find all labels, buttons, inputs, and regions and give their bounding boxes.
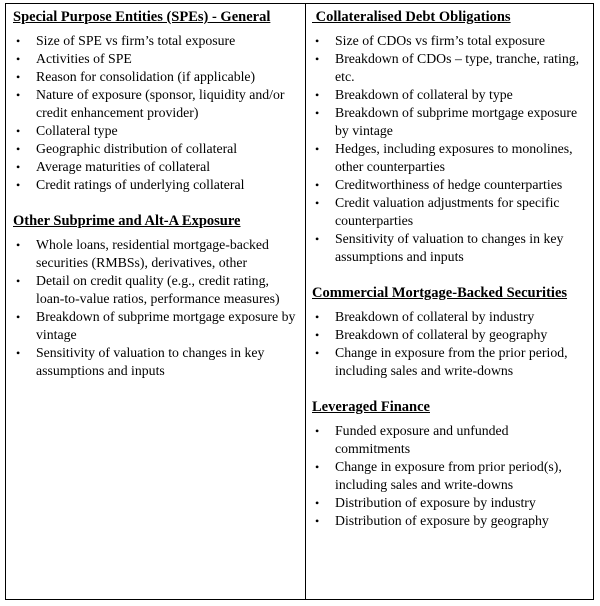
list-item-text: Change in exposure from prior period(s), including sales and write-downs [335,459,562,492]
section-cmbs [312,284,587,380]
section-cdo [312,8,587,266]
list-item-text: Distribution of exposure by industry [335,495,536,510]
list-item [312,140,587,176]
list-item-text: Funded exposure and unfunded commitments [335,423,509,456]
list-item [312,194,587,230]
list-item-text: Change in exposure from the prior period, including sales and write-downs [335,345,568,378]
list-item-text: Geographic distribution of collateral [36,141,238,156]
bullet-icon: • [315,328,320,342]
list-item-text: Collateral type [36,123,118,138]
bullet-icon: • [315,310,320,324]
list-item [13,122,299,140]
section-subprime-alt-a [13,212,299,380]
list-item-text: Reason for consolidation (if applicable) [36,69,256,84]
list-item-text: Breakdown of collateral by industry [335,309,535,324]
list-item [312,326,587,344]
list-item-text: Size of CDOs vs firm’s total exposure [335,33,545,48]
list-item-text: Creditworthiness of hedge counterparties [335,177,563,192]
list-item [13,140,299,158]
left-column [6,4,306,599]
bullet-icon: • [16,142,21,156]
right-column [306,4,593,599]
section-title: Collateralised Debt Obligations [312,9,511,25]
bullet-icon: • [16,124,21,138]
list-item [312,512,587,530]
section-title: Special Purpose Entities (SPEs) - General [13,9,271,25]
list-item [312,176,587,194]
bullet-icon: • [315,142,320,156]
bullet-icon: • [16,34,21,48]
list-item [312,230,587,266]
list-item [13,158,299,176]
bullet-icon: • [315,34,320,48]
list-item [312,458,587,494]
list-item [312,308,587,326]
list-item-text: Breakdown of collateral by type [335,87,513,102]
list-item-text: Activities of SPE [36,51,132,66]
bullet-icon: • [16,238,21,252]
list-item [13,50,299,68]
list-item-text: Breakdown of subprime mortgage exposure by vintage [335,105,578,138]
list-item-text: Hedges, including exposures to monolines, other counterparties [335,141,573,174]
bullet-icon: • [16,346,21,360]
bullet-list [13,32,299,194]
bullet-icon: • [315,178,320,192]
list-item [13,176,299,194]
list-item [13,308,299,344]
list-item [13,272,299,308]
list-item-text: Breakdown of subprime mortgage exposure by vintage [36,309,296,342]
bullet-icon: • [315,232,320,246]
list-item [13,32,299,50]
list-item [13,344,299,380]
bullet-icon: • [315,346,320,360]
list-item [13,86,299,122]
list-item-text: Credit valuation adjustments for specific counterparties [335,195,560,228]
section-title: Commercial Mortgage-Backed Securities [312,285,568,301]
list-item-text: Detail on credit quality (e.g., credit rating, loan-to-value ratios, performance measures) [36,273,280,306]
list-item-text: Size of SPE vs firm’s total exposure [36,33,236,48]
bullet-icon: • [16,52,21,66]
bullet-icon: • [315,88,320,102]
list-item [13,236,299,272]
bullet-list [312,32,587,266]
bullet-icon: • [315,460,320,474]
list-item [13,68,299,86]
list-item [312,32,587,50]
list-item [312,86,587,104]
section-title: Other Subprime and Alt-A Exposure [13,213,241,229]
disclosure-table [5,3,594,600]
list-item-text: Credit ratings of underlying collateral [36,177,245,192]
list-item [312,50,587,86]
bullet-icon: • [315,496,320,510]
list-item-text: Sensitivity of valuation to changes in key assumptions and inputs [335,231,564,264]
list-item [312,422,587,458]
bullet-icon: • [16,160,21,174]
section-spe-general [13,8,299,194]
bullet-icon: • [315,514,320,528]
section-title: Leveraged Finance [312,399,430,415]
bullet-list [312,422,587,530]
list-item-text: Breakdown of collateral by geography [335,327,548,342]
bullet-icon: • [315,196,320,210]
list-item-text: Sensitivity of valuation to changes in key assumptions and inputs [36,345,265,378]
bullet-list [312,308,587,380]
list-item [312,494,587,512]
bullet-icon: • [315,106,320,120]
list-item-text: Nature of exposure (sponsor, liquidity and/or credit enhancement provider) [36,87,285,120]
section-leveraged-finance [312,398,587,530]
bullet-icon: • [16,88,21,102]
list-item [312,344,587,380]
bullet-icon: • [16,310,21,324]
bullet-list [13,236,299,380]
bullet-icon: • [16,70,21,84]
list-item-text: Whole loans, residential mortgage-backed securities (RMBSs), derivatives, other [36,237,269,270]
bullet-icon: • [315,52,320,66]
list-item-text: Average maturities of collateral [36,159,211,174]
list-item [312,104,587,140]
bullet-icon: • [16,178,21,192]
list-item-text: Breakdown of CDOs – type, tranche, rating, etc. [335,51,580,84]
bullet-icon: • [16,274,21,288]
bullet-icon: • [315,424,320,438]
list-item-text: Distribution of exposure by geography [335,513,549,528]
